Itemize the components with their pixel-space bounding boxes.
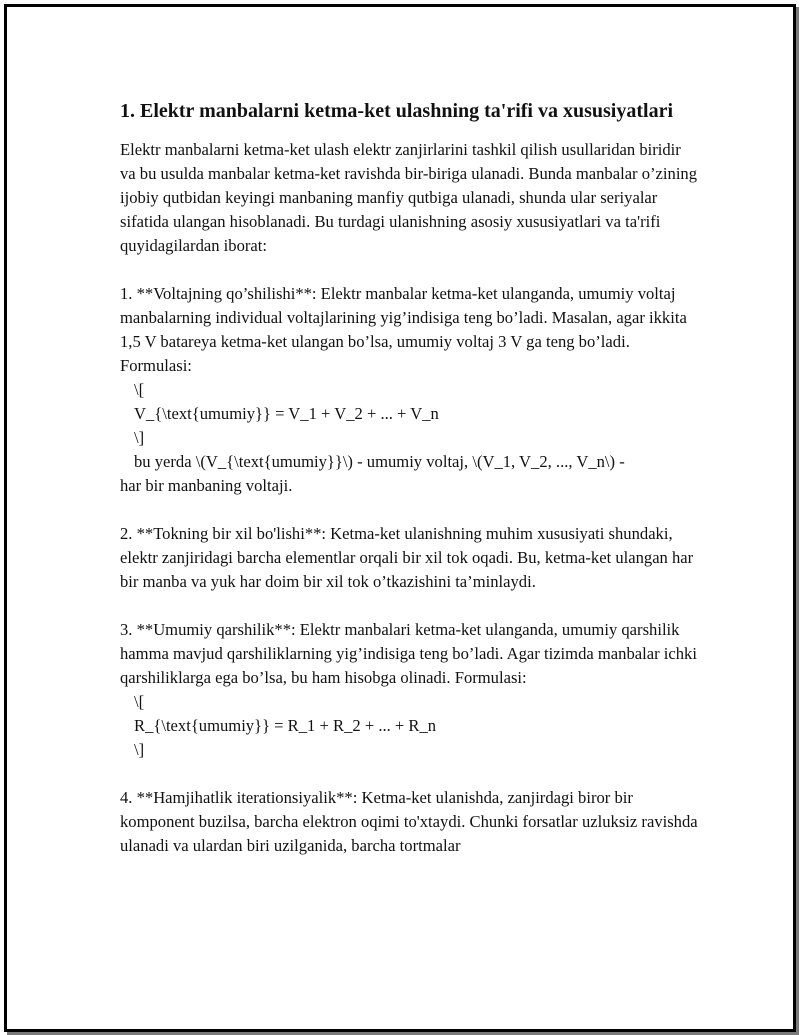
item1-explanation-line2: har bir manbaning voltaji. xyxy=(120,476,293,495)
item3-text: 3. **Umumiy qarshilik**: Elektr manbalari ketma-ket ulanganda, umumiy qarshilik hamma mavjud qarshiliklarning yig’indisiga teng bo’ladi. Agar tizimda manbalar ichki qarshiliklarga ega bo’lsa, bu ham hisobga olinadi. Formulasi: xyxy=(120,620,697,687)
list-item-resistance xyxy=(120,618,700,762)
list-item-dependency xyxy=(120,786,700,858)
item4-text: 4. **Hamjihatlik iterationsiyalik**: Ketma-ket ulanishda, zanjirdagi biror bir komponent buzilsa, barcha elektron oqimi to'xtaydi. Chunki forsatlar uzluksiz ravishda ulanadi va ulardan biri uzilganida, barcha tortmalar xyxy=(120,788,698,855)
intro-paragraph: Elektr manbalarni ketma-ket ulash elektr zanjirlarini tashkil qilish usullaridan biridir va bu usulda manbalar ketma-ket ravishda bir-biriga ulanadi. Bunda manbalar o’zining ijobiy qutbidan keyingi manbaning manfiy qutbiga ulanadi, shunda ular seriyalar sifatida ulangan hisoblanadi. Bu turdagi ulanishning asosiy xususiyatlari va ta'rifi quyidagilardan iborat: xyxy=(120,140,698,255)
formula-open: \[ xyxy=(134,380,145,399)
section-title: 1. Elektr manbalarni ketma-ket ulashning ta'rifi va xususiyatlari xyxy=(120,100,674,122)
document-content xyxy=(120,97,700,882)
formula-open: \[ xyxy=(134,692,145,711)
document-page xyxy=(4,4,796,1032)
item1-text: 1. **Voltajning qo’shilishi**: Elektr manbalar ketma-ket ulanganda, umumiy voltaj manbalarning individual voltajlarining yig’indisiga teng bo’ladi. Masalan, agar ikkita 1,5 V batareya ketma-ket ulangan bo’lsa, umumiy voltaj 3 V ga teng bo’ladi. Formulasi: xyxy=(120,284,687,375)
formula-close: \] xyxy=(134,740,145,759)
item1-explanation-line1: bu yerda \(V_{\text{umumiy}}\) - umumiy voltaj, \(V_1, V_2, ..., V_n\) - xyxy=(134,452,625,471)
formula-close: \] xyxy=(134,428,145,447)
list-item-voltage xyxy=(120,282,700,498)
item2-text: 2. **Tokning bir xil bo'lishi**: Ketma-ket ulanishning muhim xususiyati shundaki, elektr zanjiridagi barcha elementlar orqali bir xil tok oqadi. Bu, ketma-ket ulangan har bir manba va yuk har doim bir xil tok o’tkazishini ta’minlaydi. xyxy=(120,524,694,591)
voltage-formula: V_{\text{umumiy}} = V_1 + V_2 + ... + V_n xyxy=(134,404,439,423)
resistance-formula: R_{\text{umumiy}} = R_1 + R_2 + ... + R_n xyxy=(134,716,437,735)
list-item-current xyxy=(120,522,700,594)
